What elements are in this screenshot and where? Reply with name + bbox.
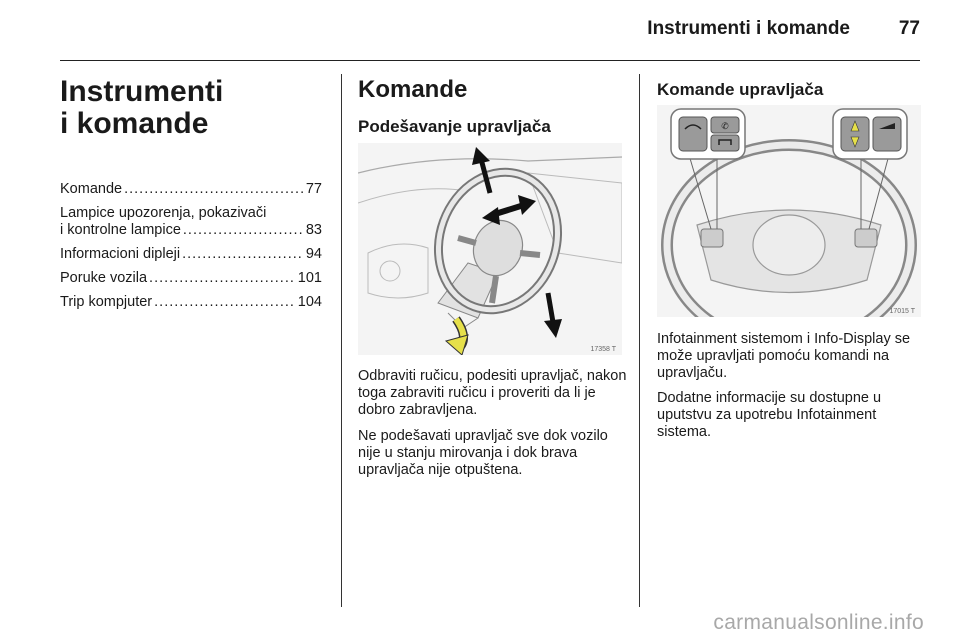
toc-leader-dots	[183, 222, 304, 239]
chapter-title	[60, 76, 330, 140]
toc-leader-dots	[182, 246, 304, 263]
toc-entry-page: 104	[297, 294, 322, 310]
toc-entry-informacioni-dipleji[interactable]	[60, 246, 322, 263]
left-wheel-buttons	[701, 229, 723, 247]
toc-entry-page: 77	[305, 181, 322, 197]
page-number: 77	[898, 18, 920, 39]
toc-leader-dots	[124, 181, 304, 198]
toc-entry-lampice[interactable]	[60, 205, 322, 239]
steering-adjust-illustration	[358, 143, 622, 355]
chapter-title-line-1: Instrumenti	[60, 75, 224, 108]
chapter-title-line-2: i komande	[60, 107, 209, 140]
figure-code: 17015 T	[889, 308, 915, 315]
figure-code: 17358 T	[590, 346, 616, 353]
subsection-title-steering-controls: Komande upravljača	[657, 80, 824, 99]
toc-leader-dots	[154, 294, 296, 311]
running-header-title: Instrumenti i komande	[647, 18, 850, 39]
right-wheel-buttons	[855, 229, 877, 247]
phone-icon: ✆	[721, 122, 729, 132]
toc-entry-label: Lampice upozorenja, pokazivači	[60, 205, 267, 221]
volume-rocker	[679, 117, 707, 151]
toc-leader-dots	[149, 270, 296, 287]
toc-entry-label: Trip kompjuter	[60, 294, 153, 310]
steering-adjust-paragraph-1: Odbraviti ručicu, podesiti upravljač, nakon toga zabraviti ručicu i proveriti da li je dobro zabravljena.	[358, 368, 627, 418]
toc-entry-label: Informacioni dipleji	[60, 246, 181, 262]
toc-entry-page: 101	[297, 270, 322, 286]
column-divider-right	[639, 74, 640, 607]
toc-entry-label-cont: i kontrolne lampice	[60, 222, 181, 238]
steering-controls-svg	[657, 105, 921, 317]
toc-entry-label: Poruke vozila	[60, 270, 148, 286]
steering-wheel-hub	[753, 215, 825, 275]
toc-entry-poruke-vozila[interactable]	[60, 270, 322, 287]
table-of-contents	[60, 181, 322, 318]
subsection-title-steering-adjust: Podešavanje upravljača	[358, 117, 551, 136]
toc-entry-page: 83	[305, 222, 322, 238]
steering-adjust-paragraph-2: Ne podešavati upravljač sve dok vozilo nije u stanju mirovanja i dok brava upravljača nije otpuštena.	[358, 428, 608, 478]
mute-button	[711, 135, 739, 151]
steering-controls-paragraph-1: Infotainment sistemom i Info-Display se može upravljati pomoću komandi na upravljaču.	[657, 331, 911, 381]
steering-adjust-svg	[358, 143, 622, 355]
toc-entry-page: 94	[305, 246, 322, 262]
header-rule	[60, 60, 920, 61]
watermark: carmanualsonline.info	[713, 611, 924, 634]
toc-entry-komande[interactable]	[60, 181, 322, 198]
steering-controls-illustration	[657, 105, 921, 317]
steering-controls-paragraph-2: Dodatne informacije su dostupne u uputstvu za upotrebu Infotainment sistema.	[657, 390, 882, 440]
column-divider-left	[341, 74, 342, 607]
toc-entry-trip-kompjuter[interactable]	[60, 294, 322, 311]
volume-thumbwheel	[873, 117, 901, 151]
toc-entry-label: Komande	[60, 181, 123, 197]
section-title: Komande	[358, 76, 468, 103]
